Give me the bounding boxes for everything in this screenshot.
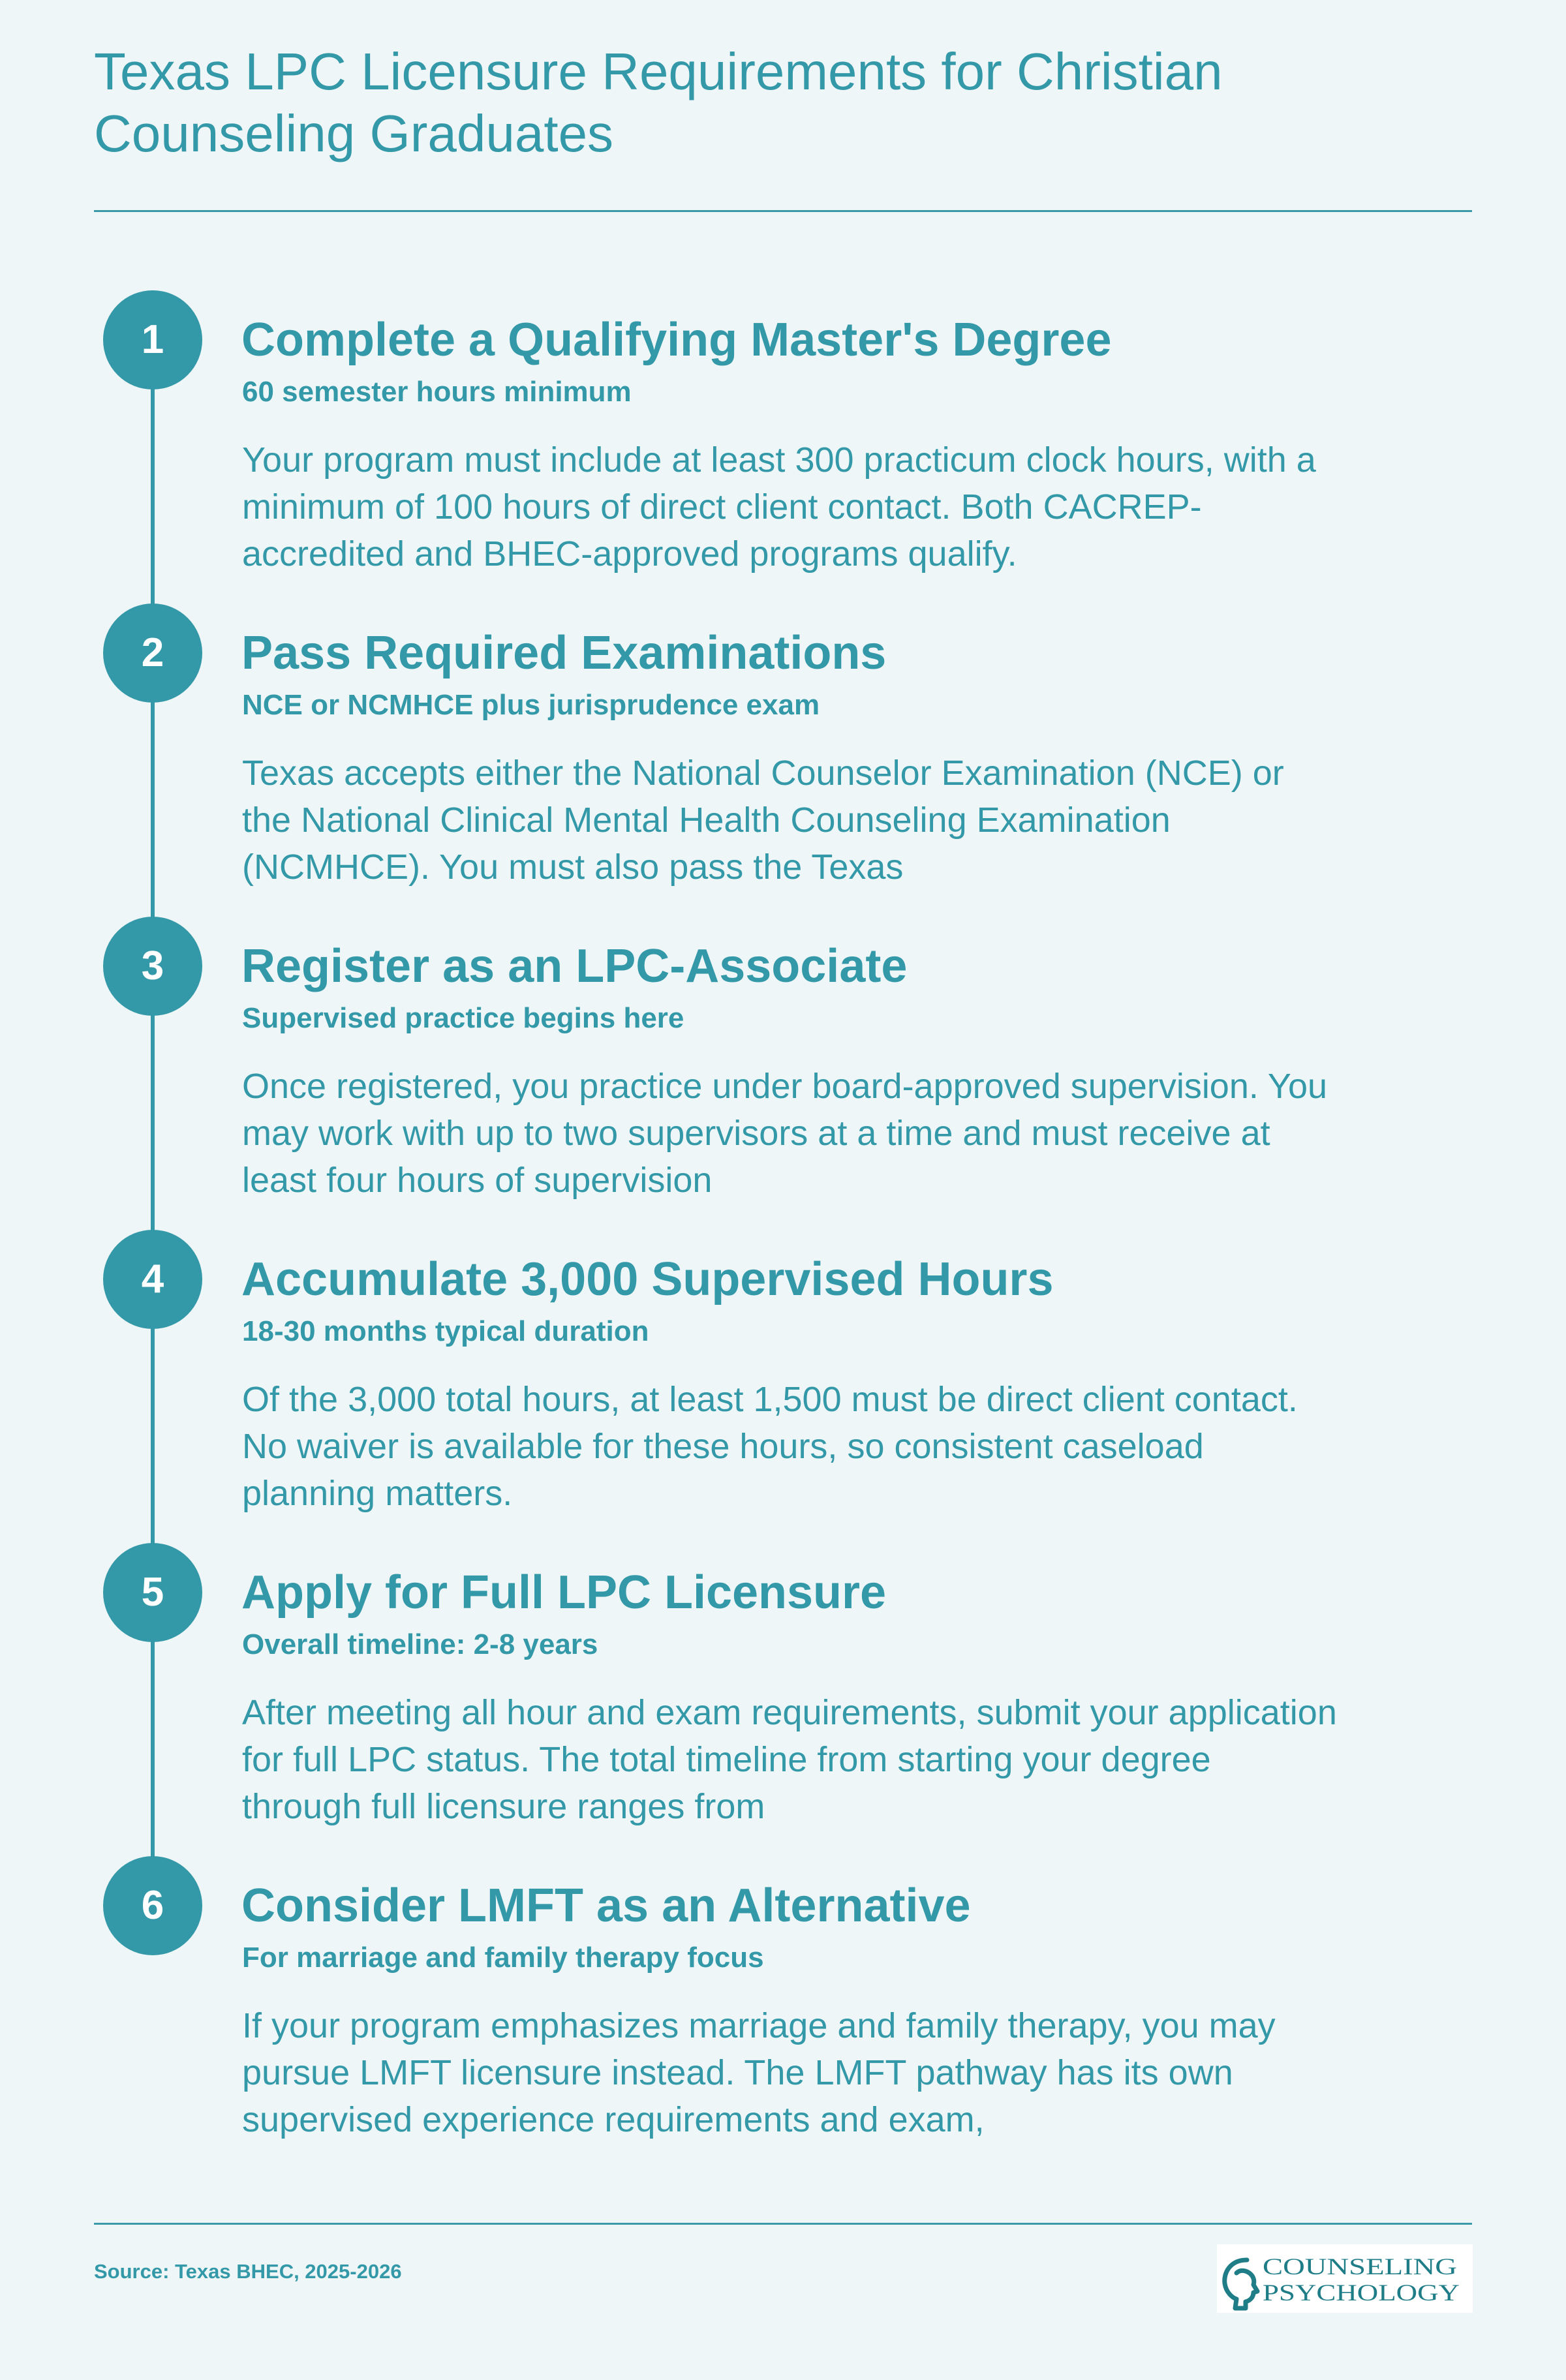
step-description: Texas accepts either the National Counselor Examination (NCE) or the National Clinical Mental Health Counseling Examination (NCMHCE). You must also pass the Texas xyxy=(242,754,1284,887)
logo-line-2: PSYCHOLOGY xyxy=(1263,2280,1460,2306)
step-6 xyxy=(0,1856,1566,2163)
step-subtitle: 18-30 months typical duration xyxy=(242,1315,649,1347)
step-number-badge: 6 xyxy=(103,1856,202,1955)
step-title: Accumulate 3,000 Supervised Hours xyxy=(241,1253,1054,1305)
step-title: Apply for Full LPC Licensure xyxy=(241,1566,887,1619)
title-divider xyxy=(94,210,1472,212)
head-silhouette-icon xyxy=(1225,2260,1257,2308)
step-subtitle: For marriage and family therapy focus xyxy=(242,1942,764,1974)
logo-graphic xyxy=(1217,2244,1473,2313)
step-4 xyxy=(0,1230,1566,1536)
step-subtitle: NCE or NCMHCE plus jurisprudence exam xyxy=(242,689,820,721)
step-description: Of the 3,000 total hours, at least 1,500 must be direct client contact. No waiver is available for these hours, so consistent caseload planning matters. xyxy=(242,1380,1298,1513)
step-number-badge: 5 xyxy=(103,1543,202,1642)
page-title: Texas LPC Licensure Requirements for Christian Counseling Graduates xyxy=(94,42,1223,162)
logo-line-1: COUNSELING xyxy=(1263,2253,1457,2280)
step-subtitle: 60 semester hours minimum xyxy=(242,376,632,408)
step-title: Pass Required Examinations xyxy=(241,627,887,679)
step-title: Register as an LPC-Associate xyxy=(241,940,908,992)
step-3 xyxy=(0,917,1566,1223)
footer-divider xyxy=(94,2223,1472,2225)
step-description: If your program emphasizes marriage and family therapy, you may pursue LMFT licensure instead. The LMFT pathway has its own supervised experience requirements and exam, xyxy=(242,2006,1276,2139)
step-description: Once registered, you practice under board-approved supervision. You may work with up to two supervisors at a time and must receive at least four hours of supervision xyxy=(242,1067,1328,1200)
step-description: After meeting all hour and exam requirements, submit your application for full LPC status. The total timeline from starting your degree through full licensure ranges from xyxy=(242,1693,1337,1826)
step-2 xyxy=(0,603,1566,910)
source-note: Source: Texas BHEC, 2025-2026 xyxy=(94,2260,402,2283)
step-subtitle: Overall timeline: 2-8 years xyxy=(242,1628,598,1660)
step-number-badge: 2 xyxy=(103,603,202,703)
step-number-badge: 3 xyxy=(103,917,202,1016)
step-title: Complete a Qualifying Master's Degree xyxy=(241,314,1112,366)
step-title: Consider LMFT as an Alternative xyxy=(241,1880,971,1932)
step-description: Your program must include at least 300 practicum clock hours, with a minimum of 100 hours of direct client contact. Both CACREP-accredited and BHEC-approved programs qualify. xyxy=(242,440,1316,573)
step-number-badge: 4 xyxy=(103,1230,202,1329)
step-number-badge: 1 xyxy=(103,290,202,389)
counseling-psychology-logo xyxy=(1217,2244,1473,2313)
step-subtitle: Supervised practice begins here xyxy=(242,1002,684,1034)
step-1 xyxy=(0,290,1566,597)
step-5 xyxy=(0,1543,1566,1850)
